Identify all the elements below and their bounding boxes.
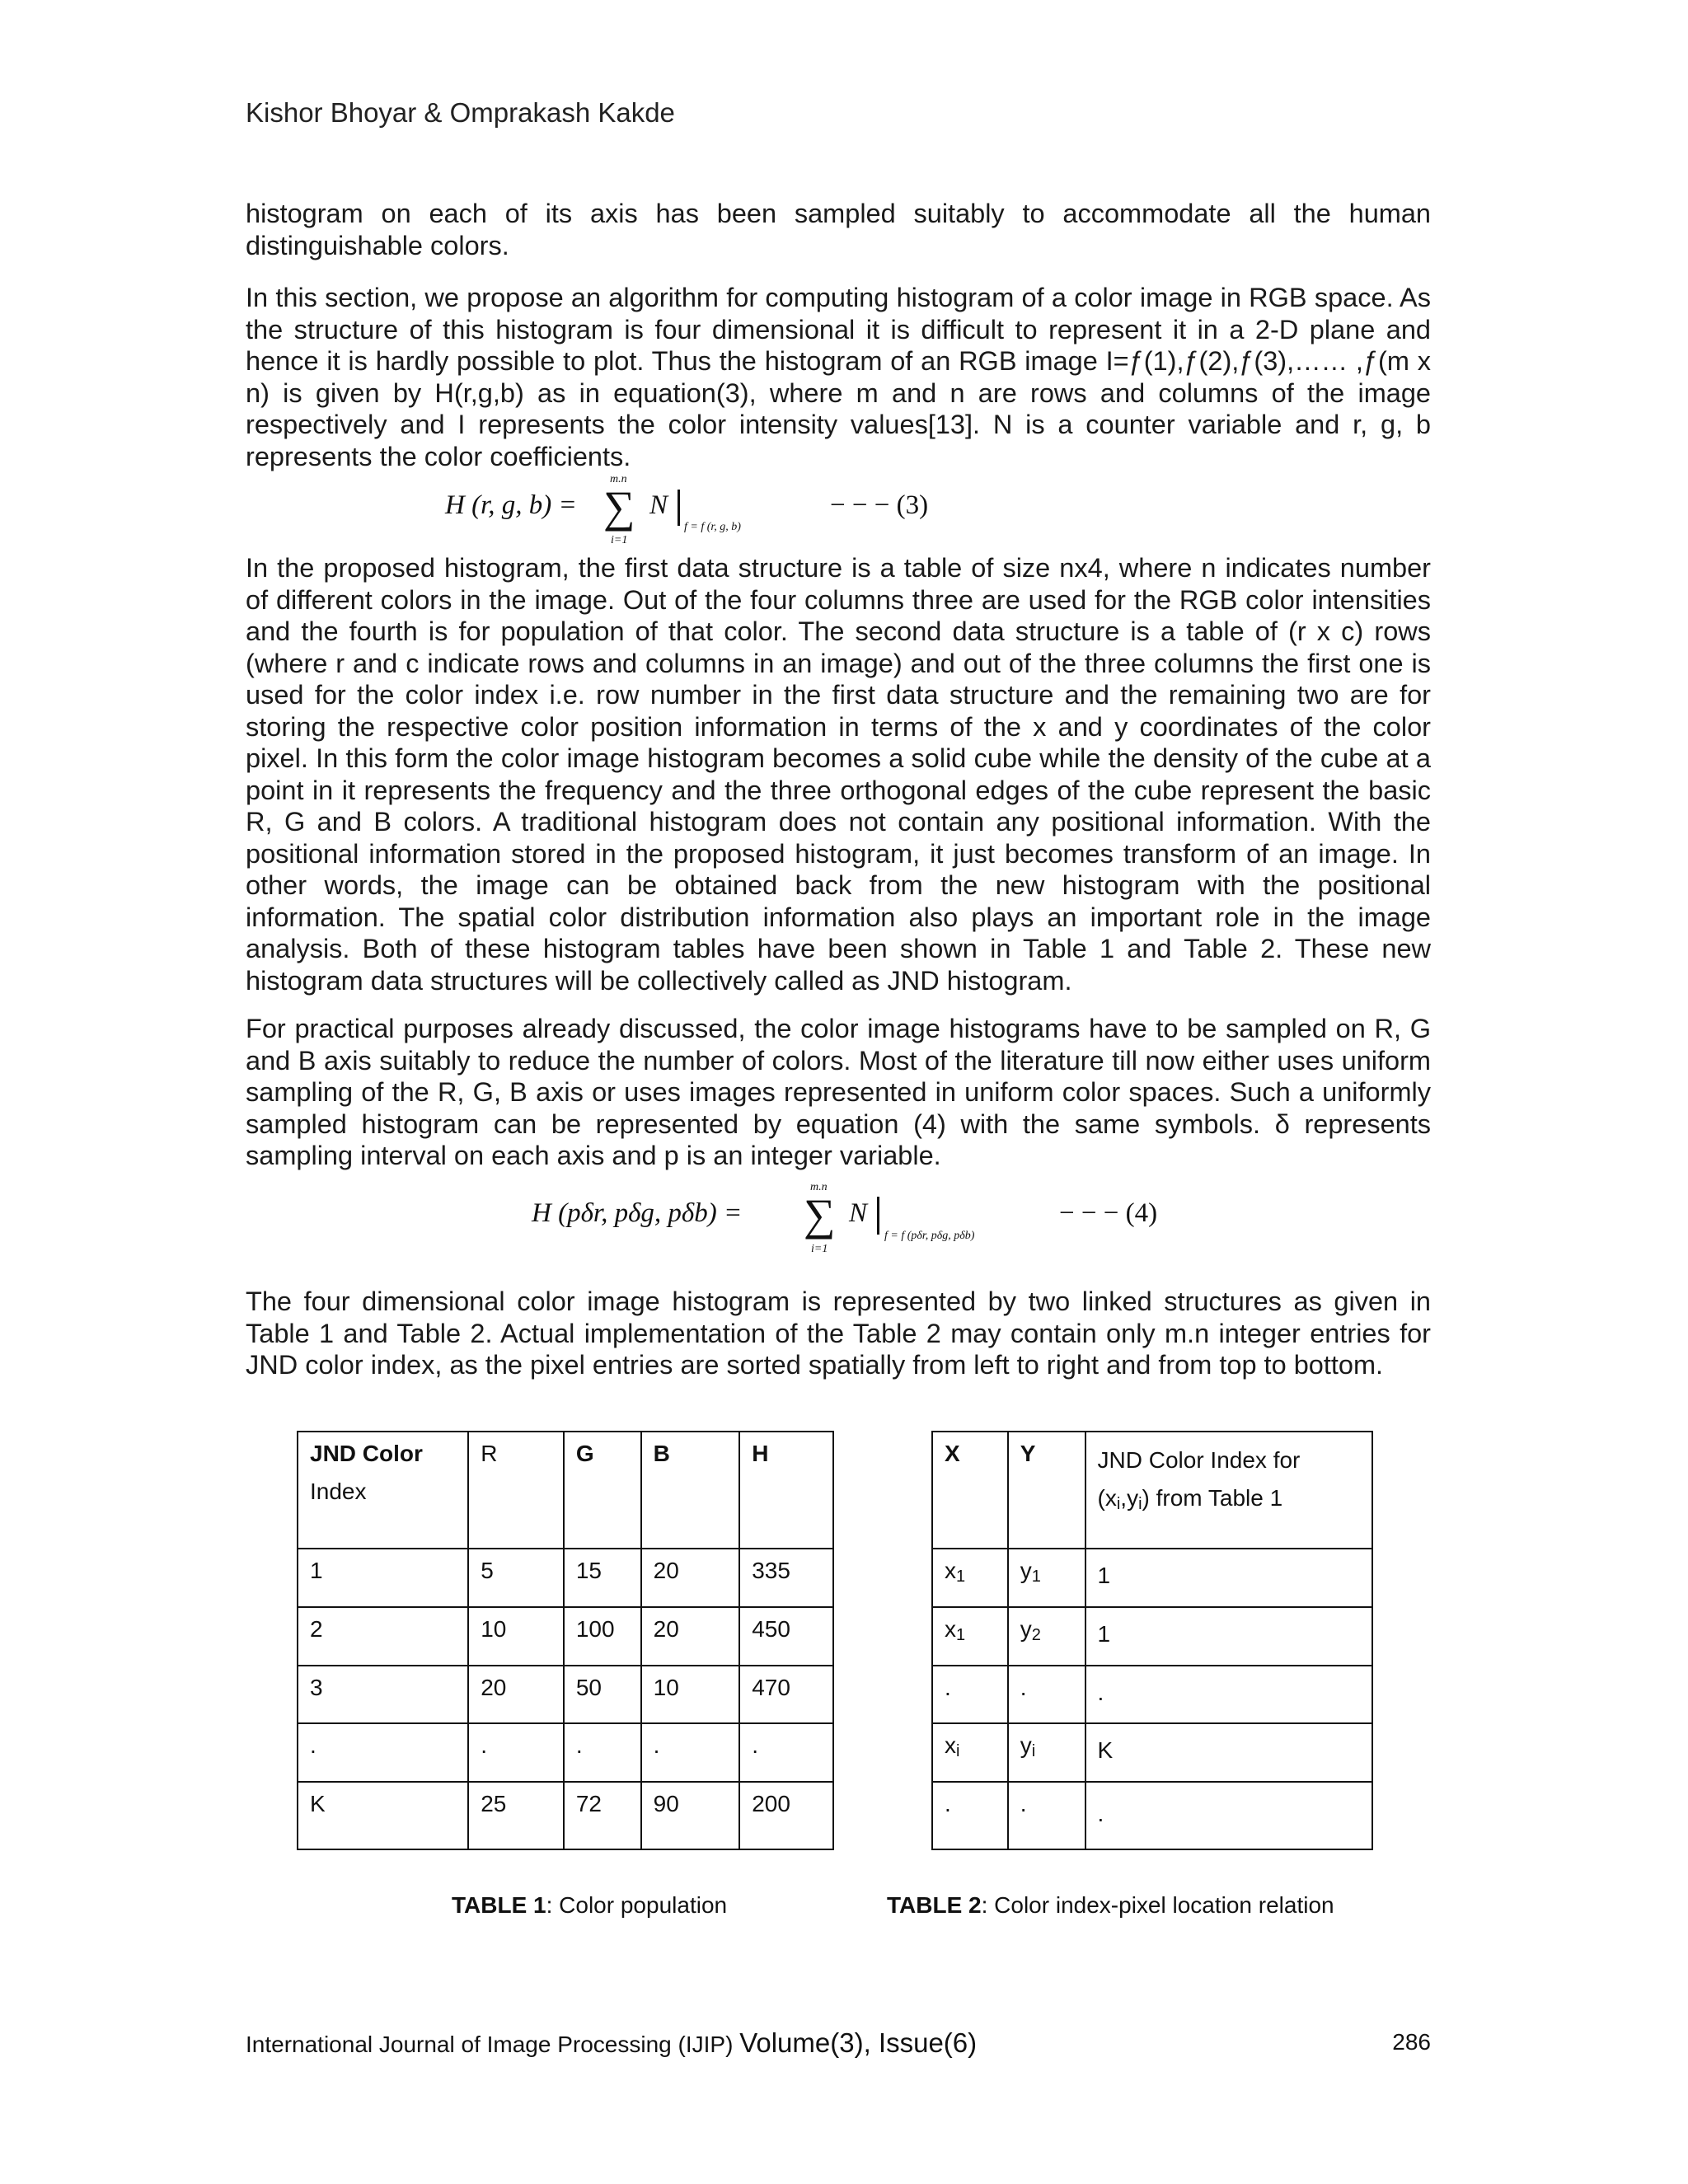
table-header-row [298, 1432, 833, 1549]
paragraph-2: In this section, we propose an algorithm for computing histogram of a color image in RGB space. As the structure of this histogram is four dimensional it is difficult to represent it in a 2-D plane and hence it is hardly possible to plot. Thus the histogram of an RGB image I=ƒ(1),ƒ(2),ƒ(3),…… ,ƒ(m x n) is given by H(r,g,b) as in equation(3), where m and n are rows and columns of the image respectively and I represents the color intensity values[13]. N is a counter variable and r, g, b represents the color coefficients. [246, 283, 1431, 471]
table-cell: K [1085, 1723, 1372, 1782]
table-cell: . [1008, 1782, 1085, 1849]
table-cell: 3 [298, 1666, 468, 1723]
table-cell: 200 [739, 1782, 833, 1849]
header-jnd-color: JND Color [310, 1441, 423, 1466]
page-number: 286 [1392, 2029, 1431, 2055]
header-cell-h: H [739, 1432, 833, 1549]
table-cell: 20 [468, 1666, 564, 1723]
table-cell: 2 [298, 1607, 468, 1666]
table-cell: 25 [468, 1782, 564, 1849]
eq3-lhs: H (r, g, b) = [445, 490, 577, 520]
footer-journal-name: International Journal of Image Processing (IJIP) [246, 2032, 740, 2057]
header-cell-jnd-color-index [298, 1432, 468, 1549]
table-cell: 5 [468, 1549, 564, 1607]
table-1-caption: TABLE 1: Color population [452, 1892, 728, 1918]
table-2-caption: TABLE 2: Color index-pixel location relation [887, 1892, 1334, 1918]
header-jnd-color-index-for: JND Color Index for [1097, 1447, 1301, 1473]
table-cell: 450 [739, 1607, 833, 1666]
eq4-sigma: ∑ [804, 1190, 836, 1240]
table-cell: . [1008, 1666, 1085, 1723]
table-cell: . [468, 1723, 564, 1782]
table-cell: 20 [641, 1549, 740, 1607]
eq3-subscript: f = f (r, g, b) [684, 521, 741, 533]
header-cell-y: Y [1008, 1432, 1085, 1549]
eq3-number: − − − (3) [830, 490, 929, 520]
table-cell: 335 [739, 1549, 833, 1607]
table-cell: 10 [641, 1666, 740, 1723]
eq4-subscript: f = f (pδr, pδg, pδb) [884, 1230, 975, 1242]
header-cell-r: R [468, 1432, 564, 1549]
table-cell: . [298, 1723, 468, 1782]
table-cell: 1 [1085, 1549, 1372, 1607]
eq4-evaluation-bar [877, 1197, 879, 1235]
table-cell: 90 [641, 1782, 740, 1849]
table-cell: . [932, 1666, 1008, 1723]
table-row [298, 1607, 833, 1666]
table-cell: 50 [564, 1666, 641, 1723]
header-cell-x: X [932, 1432, 1008, 1549]
table-row [932, 1723, 1372, 1782]
eq4-body: N [849, 1198, 868, 1228]
table-color-index-pixel-location [931, 1431, 1373, 1850]
table-cell: $y_2$ [1008, 1607, 1085, 1666]
table-cell: K [298, 1782, 468, 1849]
page-footer [246, 2027, 1431, 2059]
eq4-upper-limit: m.n [810, 1181, 828, 1193]
eq3-lower-limit: i=1 [611, 534, 628, 546]
table-cell: 470 [739, 1666, 833, 1723]
table-cell: 1 [298, 1549, 468, 1607]
footer-volume: Volume(3), Issue(6) [739, 2027, 978, 2058]
table-cell: . [641, 1723, 740, 1782]
eq3-body: N [649, 490, 668, 520]
table-cell: $y_i$ [1008, 1723, 1085, 1782]
header-index: Index [310, 1479, 367, 1504]
table-cell: . [564, 1723, 641, 1782]
table-row [932, 1782, 1372, 1849]
table-cell: . [1085, 1782, 1372, 1849]
header-cell-b: B [641, 1432, 740, 1549]
table-cell: $x_1$ [932, 1607, 1008, 1666]
table-cell: . [1085, 1666, 1372, 1723]
table-header-row [932, 1432, 1372, 1549]
paragraph-1: histogram on each of its axis has been sampled suitably to accommodate all the human distinguishable colors. [246, 199, 1431, 260]
paragraph-5: The four dimensional color image histogram is represented by two linked structures as given in Table 1 and Table 2. Actual implementation of the Table 2 may contain only m.n integer entries for JND color index, as the pixel entries are sorted spatially from left to right and from top to bottom. [246, 1286, 1431, 1380]
eq3-sigma: ∑ [603, 482, 635, 532]
table-cell: 20 [641, 1607, 740, 1666]
header-cell-g: G [564, 1432, 641, 1549]
table-cell: . [739, 1723, 833, 1782]
table-row [932, 1607, 1372, 1666]
table-row [298, 1782, 833, 1849]
table-color-population [297, 1431, 834, 1850]
paragraph-3: In the proposed histogram, the first data structure is a table of size nx4, where n indicates number of different colors in the image. Out of the four columns three are used for the RGB color intensities and the fourth is for population of that color. The second data structure is a table of (r x c) rows (where r and c indicate rows and columns in an image) and out of the three columns the first one is used for the color index i.e. row number in the first data structure and the remaining two are for storing the respective color position information in terms of the x and y coordinates of the color pixel. In this form the color image histogram becomes a solid cube while the density of the cube at a point in it represents the frequency and the three orthogonal edges of the cube represent the basic R, G and B colors. A traditional histogram does not contain any positional information. With the positional information stored in the proposed histogram, it just becomes transform of an image. In other words, the image can be obtained back from the new histogram with the positional information. The spatial color distribution information also plays an important role in the image analysis. Both of these histogram tables have been shown in Table 1 and Table 2. These new histogram data structures will be collectively called as JND histogram. [246, 553, 1431, 996]
table-row [298, 1549, 833, 1607]
table-cell: 100 [564, 1607, 641, 1666]
table-cell: . [932, 1782, 1008, 1849]
table-row [298, 1723, 833, 1782]
table-row [298, 1666, 833, 1723]
eq4-lhs: H (pδr, pδg, pδb) = [532, 1198, 743, 1228]
header-cell-jnd-color-index [1085, 1432, 1372, 1549]
table-row [932, 1666, 1372, 1723]
table-cell: $y_1$ [1008, 1549, 1085, 1607]
eq4-number: − − − (4) [1059, 1198, 1158, 1228]
paragraph-4: For practical purposes already discussed, the color image histograms have to be sampled on R, G and B axis suitably to reduce the number of colors. Most of the literature till now either uses uniform sampling of the R, G, B axis or uses images represented in uniform color spaces. Such a uniformly sampled histogram can be represented by equation (4) with the same symbols. δ represents sampling interval on each axis and p is an integer variable. [246, 1014, 1431, 1170]
table-cell: 10 [468, 1607, 564, 1666]
eq3-upper-limit: m.n [610, 473, 627, 485]
eq3-evaluation-bar [678, 490, 680, 526]
table-cell: $x_1$ [932, 1549, 1008, 1607]
header-from-table-1: $(x_i,y_i)$ from Table 1 [1097, 1485, 1283, 1513]
eq4-lower-limit: i=1 [811, 1243, 828, 1255]
running-header: Kishor Bhoyar & Omprakash Kakde [246, 97, 675, 128]
table-cell: 72 [564, 1782, 641, 1849]
table-cell: $x_i$ [932, 1723, 1008, 1782]
table-row [932, 1549, 1372, 1607]
table-cell: 1 [1085, 1607, 1372, 1666]
table-cell: 15 [564, 1549, 641, 1607]
